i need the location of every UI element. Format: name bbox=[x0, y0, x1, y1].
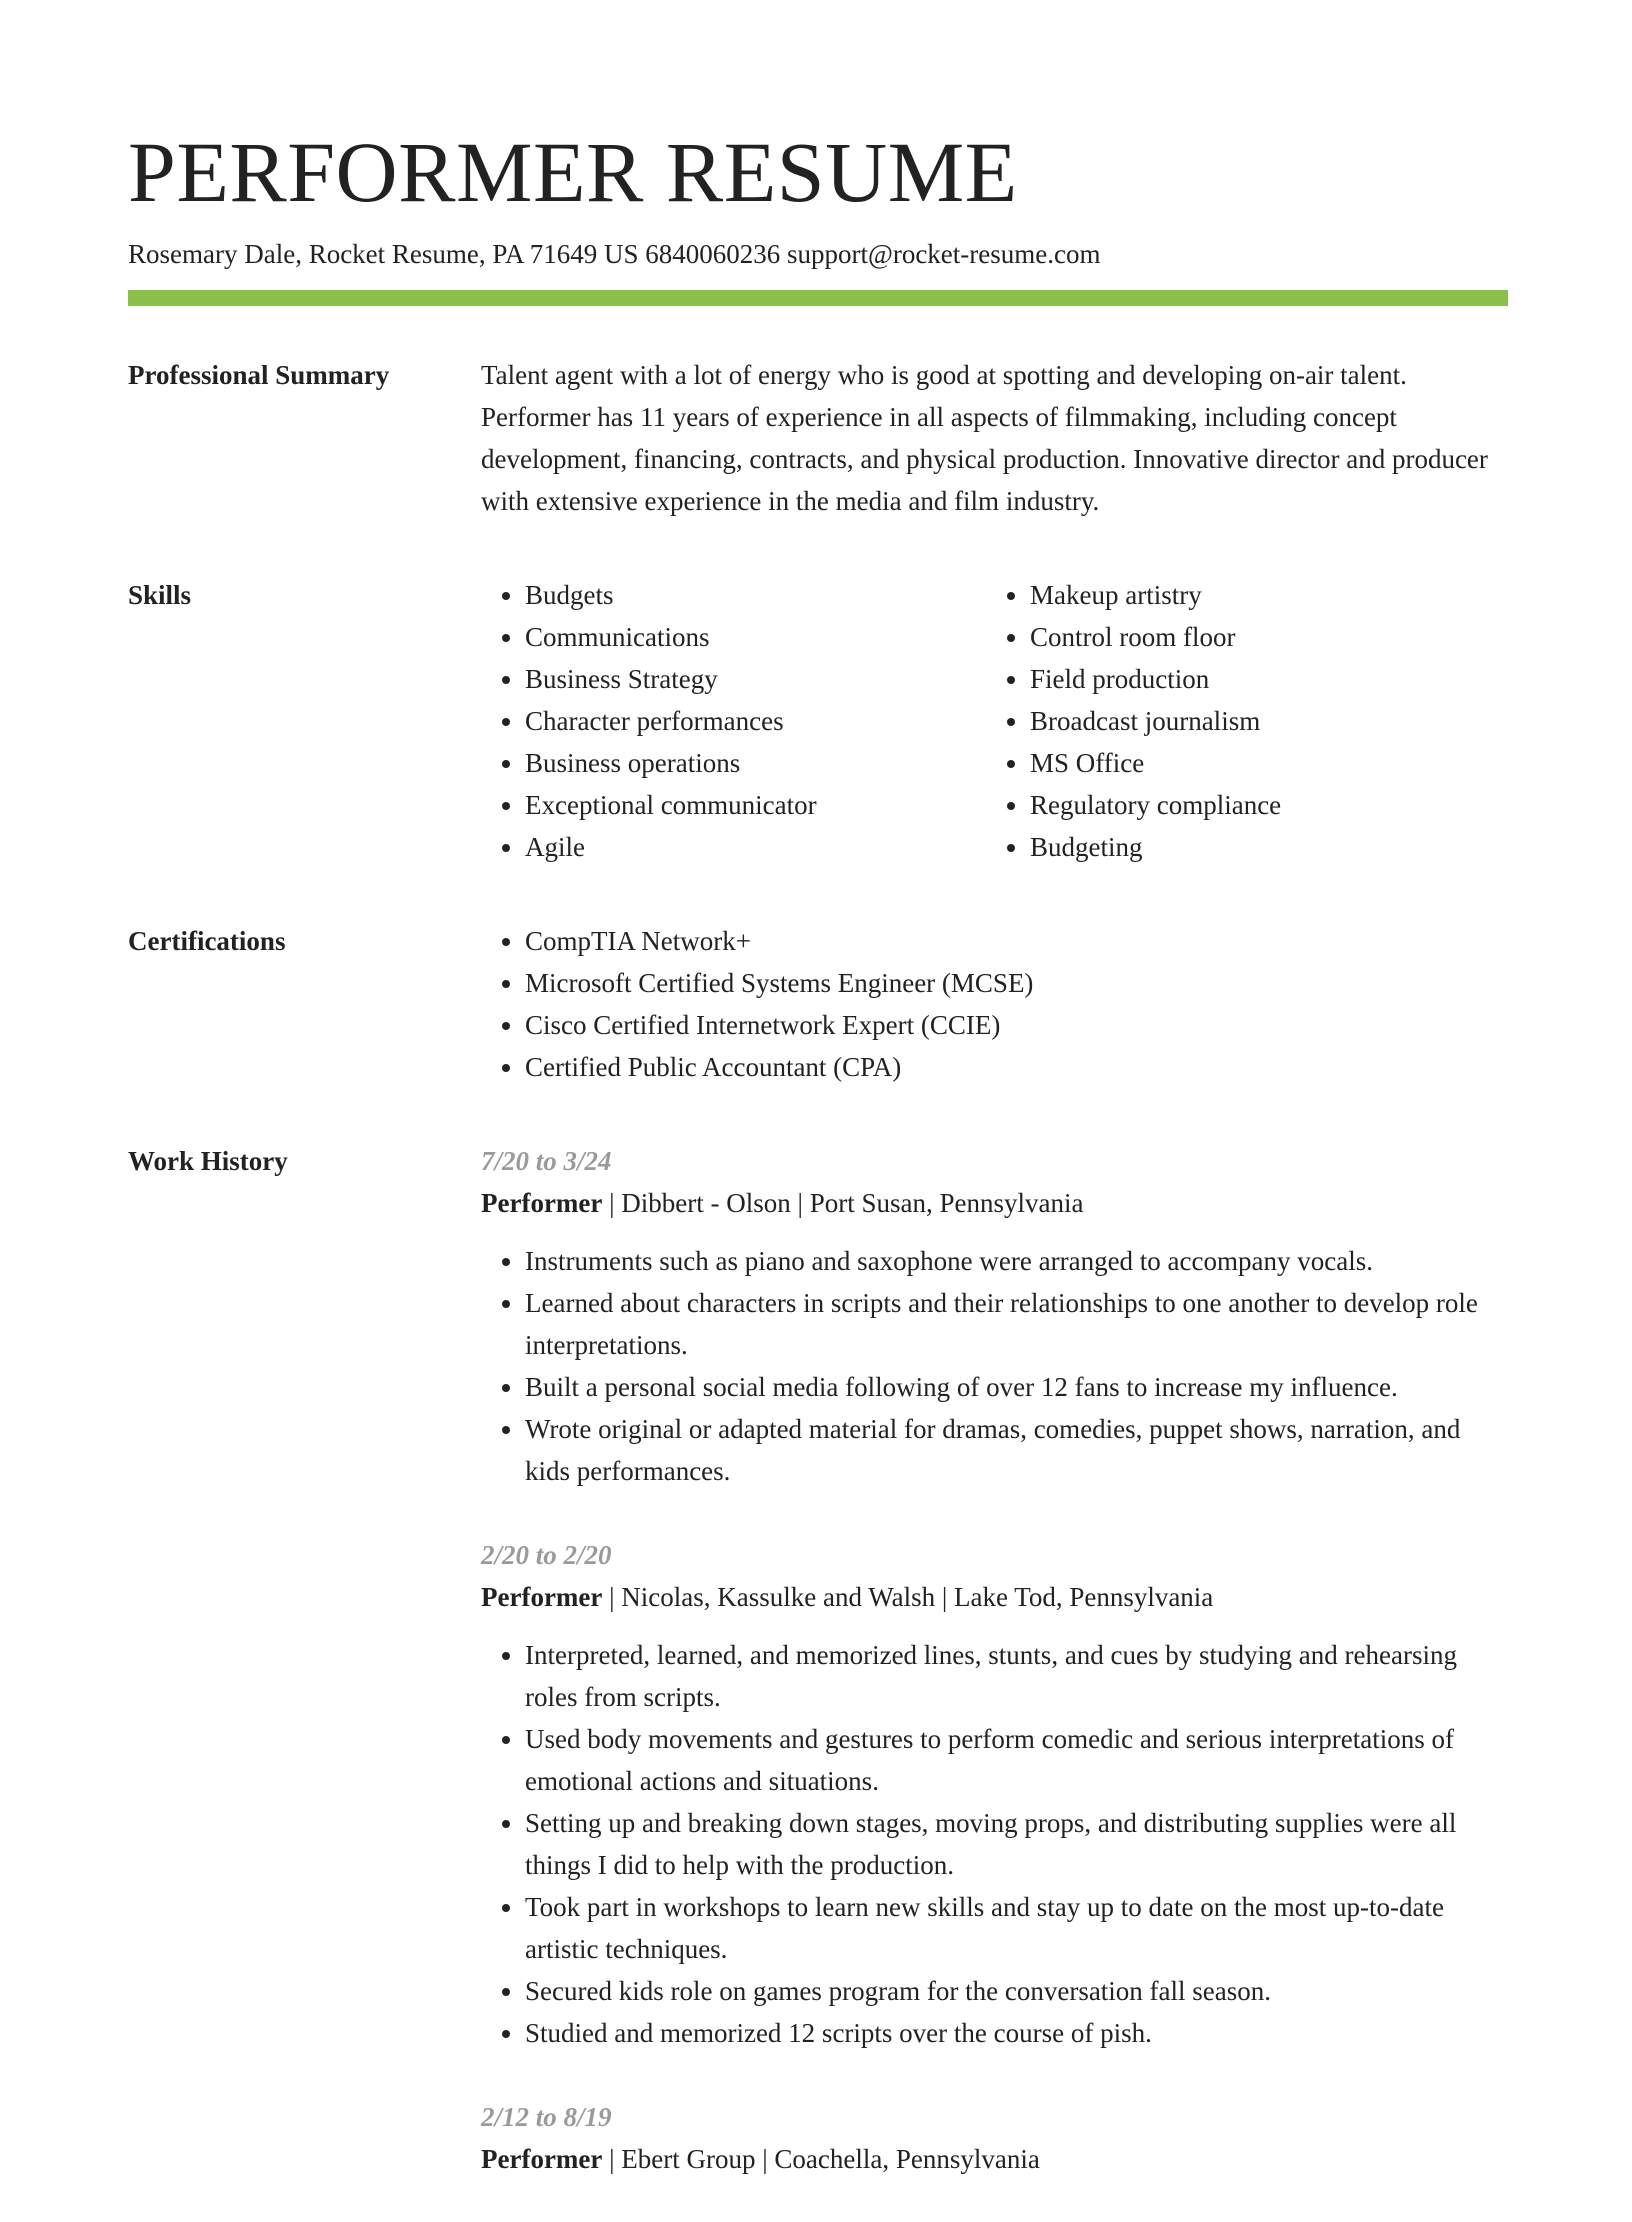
skill-item: • Budgeting bbox=[1030, 826, 1491, 868]
summary-label: Professional Summary bbox=[128, 360, 390, 390]
job-dates: 2/12 to 8/19 bbox=[481, 2102, 612, 2132]
summary-section bbox=[128, 354, 1508, 522]
skill-item: • Regulatory compliance bbox=[1030, 784, 1491, 826]
contact-line: Rosemary Dale, Rocket Resume, PA 71649 US 6840060236 support@rocket-resume.com bbox=[128, 239, 1101, 269]
job-details: | Nicolas, Kassulke and Walsh | Lake Tod, Pennsylvania bbox=[602, 1582, 1214, 1612]
work-history-label: Work History bbox=[128, 1146, 288, 1176]
work-history-section bbox=[128, 1140, 1508, 2222]
resume-title: PERFORMER RESUME bbox=[128, 124, 1018, 220]
job-bullet: • Used body movements and gestures to perform comedic and serious interpretations of emotional actions and situations. bbox=[525, 1718, 1508, 1802]
certification-item: • Cisco Certified Internetwork Expert (CCIE) bbox=[525, 1004, 1508, 1046]
certifications-list bbox=[481, 920, 1508, 1088]
job-bullet: • Secured kids role on games program for the conversation fall season. bbox=[525, 1970, 1508, 2012]
skills-grid bbox=[481, 574, 1508, 868]
job-dates: 7/20 to 3/24 bbox=[481, 1146, 612, 1176]
skills-label: Skills bbox=[128, 580, 192, 610]
job-dates: 2/20 to 2/20 bbox=[481, 1540, 612, 1570]
certifications-label: Certifications bbox=[128, 926, 286, 956]
summary-text: Talent agent with a lot of energy who is good at spotting and developing on-air talent. Performer has 11 years of experience in all aspects of filmmaking, including concept development, financing, contracts, and physical production. Innovative director and producer with extensive experience in the media and film industry. bbox=[481, 360, 1488, 516]
skill-item: • Business Strategy bbox=[525, 658, 986, 700]
skill-item: • Broadcast journalism bbox=[1030, 700, 1491, 742]
skill-item: • Business operations bbox=[525, 742, 986, 784]
job-details: | Dibbert - Olson | Port Susan, Pennsylvania bbox=[602, 1188, 1084, 1218]
job-bullets bbox=[481, 1240, 1508, 1492]
skill-item: • Field production bbox=[1030, 658, 1491, 700]
skills-list-left bbox=[481, 574, 986, 868]
skill-item: • Character performances bbox=[525, 700, 986, 742]
job-bullet: • Setting up and breaking down stages, moving props, and distributing supplies were all things I did to help with the production. bbox=[525, 1802, 1508, 1886]
skill-item: • Agile bbox=[525, 826, 986, 868]
accent-divider bbox=[128, 290, 1508, 306]
job-entry bbox=[481, 1534, 1508, 2054]
certification-item: • Microsoft Certified Systems Engineer (MCSE) bbox=[525, 962, 1508, 1004]
job-bullets bbox=[481, 1634, 1508, 2054]
job-bullet: • Interpreted, learned, and memorized lines, stunts, and cues by studying and rehearsing roles from scripts. bbox=[525, 1634, 1508, 1718]
job-bullet: • Studied and memorized 12 scripts over the course of pish. bbox=[525, 2012, 1508, 2054]
job-entry bbox=[481, 1140, 1508, 1492]
job-title: Performer bbox=[481, 1188, 603, 1218]
skills-section bbox=[128, 574, 1508, 868]
skills-list-right bbox=[986, 574, 1491, 868]
job-bullet: • Wrote original or adapted material for dramas, comedies, puppet shows, narration, and kids performances. bbox=[525, 1408, 1508, 1492]
job-entry bbox=[481, 2096, 1508, 2180]
job-title: Performer bbox=[481, 1582, 603, 1612]
certifications-section bbox=[128, 920, 1508, 1088]
skill-item: • Communications bbox=[525, 616, 986, 658]
job-heading bbox=[481, 1182, 1508, 1224]
skill-item: • Makeup artistry bbox=[1030, 574, 1491, 616]
certification-item: • Certified Public Accountant (CPA) bbox=[525, 1046, 1508, 1088]
job-title: Performer bbox=[481, 2144, 603, 2174]
job-bullet: • Instruments such as piano and saxophone were arranged to accompany vocals. bbox=[525, 1240, 1508, 1282]
job-heading bbox=[481, 1576, 1508, 1618]
skill-item: • Budgets bbox=[525, 574, 986, 616]
job-heading bbox=[481, 2138, 1508, 2180]
certification-item: • CompTIA Network+ bbox=[525, 920, 1508, 962]
skill-item: • Exceptional communicator bbox=[525, 784, 986, 826]
job-bullet: • Learned about characters in scripts and their relationships to one another to develop role interpretations. bbox=[525, 1282, 1508, 1366]
job-bullet: • Built a personal social media following of over 12 fans to increase my influence. bbox=[525, 1366, 1508, 1408]
job-bullet: • Took part in workshops to learn new skills and stay up to date on the most up-to-date artistic techniques. bbox=[525, 1886, 1508, 1970]
resume-page bbox=[128, 0, 1508, 2222]
skill-item: • Control room floor bbox=[1030, 616, 1491, 658]
skill-item: • MS Office bbox=[1030, 742, 1491, 784]
job-details: | Ebert Group | Coachella, Pennsylvania bbox=[602, 2144, 1040, 2174]
